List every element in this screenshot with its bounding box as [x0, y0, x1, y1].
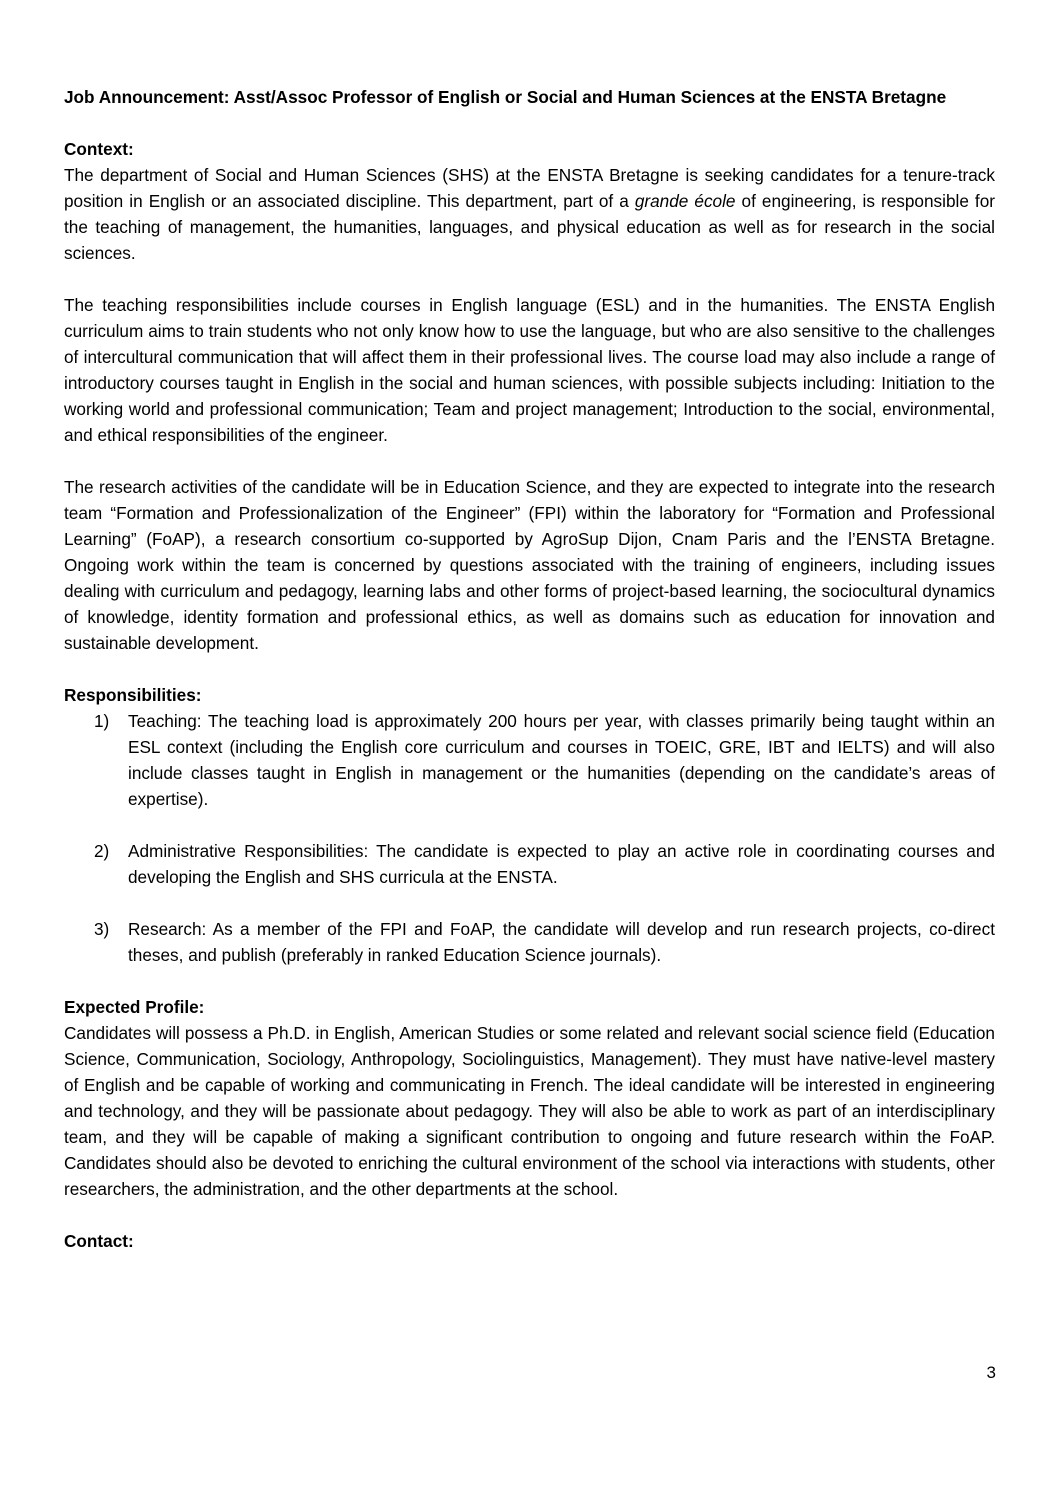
list-item: [64, 708, 995, 812]
list-item: [64, 916, 995, 968]
list-item: [64, 838, 995, 890]
context-heading: Context:: [64, 139, 134, 159]
context-paragraph-1-emphasis: grande école: [634, 191, 736, 211]
contact-heading: Contact:: [64, 1231, 134, 1251]
context-paragraph-1-end: of engineering, is responsible for the teaching of management, the humanities, languages, and physical education as well as for research in the social sciences.: [64, 191, 995, 263]
list-item-number: 3): [94, 919, 110, 939]
expected-profile-paragraph: Candidates will possess a Ph.D. in English, American Studies or some related and relevant social science field (Education Science, Communication, Sociology, Anthropology, Sociolinguistics, Management). They must have native-level mastery of English and be capable of working and communicating in French. The ideal candidate will be interested in engineering and technology, and they will be passionate about pedagogy. They will also be able to work as part of an interdisciplinary team, and they will be capable of making a significant contribution to ongoing and future research within the FoAP. Candidates should also be devoted to enriching the cultural environment of the school via interactions with students, other researchers, the administration, and the other departments at the school.: [64, 1023, 995, 1199]
document-page: [64, 84, 995, 1254]
responsibilities-heading: Responsibilities:: [64, 685, 202, 705]
responsibilities-list: [64, 708, 995, 968]
page-number: 3: [986, 1363, 996, 1382]
list-item-text: Administrative Responsibilities: The candidate is expected to play an active role in coordinating courses and developing the English and SHS curricula at the ENSTA.: [128, 841, 995, 887]
list-item-text: Teaching: The teaching load is approximately 200 hours per year, with classes primarily being taught within an ESL context (including the English core curriculum and courses in TOEIC, GRE, IBT and IELTS) and will also include classes taught in English in management or the humanities (depending on the candidate’s areas of expertise).: [128, 711, 995, 809]
context-paragraph-2: The teaching responsibilities include courses in English language (ESL) and in the humanities. The ENSTA English curriculum aims to train students who not only know how to use the language, but who are also sensitive to the challenges of intercultural communication that will affect them in their professional lives. The course load may also include a range of introductory courses taught in English in the social and human sciences, with possible subjects including: Initiation to the working world and professional communication; Team and project management; Introduction to the social, environmental, and ethical responsibilities of the engineer.: [64, 295, 995, 445]
context-paragraph-1: [64, 162, 995, 266]
list-item-number: 1): [94, 711, 110, 731]
context-paragraph-1-start: The department of Social and Human Sciences (SHS) at the ENSTA Bretagne is seeking candidates for a tenure-track position in English or an associated discipline. This department, part of a: [64, 165, 995, 211]
context-paragraph-3: The research activities of the candidate will be in Education Science, and they are expected to integrate into the research team “Formation and Professionalization of the Engineer” (FPI) within the laboratory for “Formation and Professional Learning” (FoAP), a research consortium co-supported by AgroSup Dijon, Cnam Paris and the l’ENSTA Bretagne. Ongoing work within the team is concerned by questions associated with the training of engineers, including issues dealing with curriculum and pedagogy, learning labs and other forms of project-based learning, the sociocultural dynamics of knowledge, identity formation and professional ethics, as well as domains such as education for innovation and sustainable development.: [64, 477, 995, 653]
document-title: Job Announcement: Asst/Assoc Professor of English or Social and Human Sciences at the ENSTA Bretagne: [64, 87, 947, 107]
list-item-number: 2): [94, 841, 110, 861]
list-item-text: Research: As a member of the FPI and FoAP, the candidate will develop and run research projects, co-direct theses, and publish (preferably in ranked Education Science journals).: [128, 919, 995, 965]
expected-profile-heading: Expected Profile:: [64, 997, 205, 1017]
